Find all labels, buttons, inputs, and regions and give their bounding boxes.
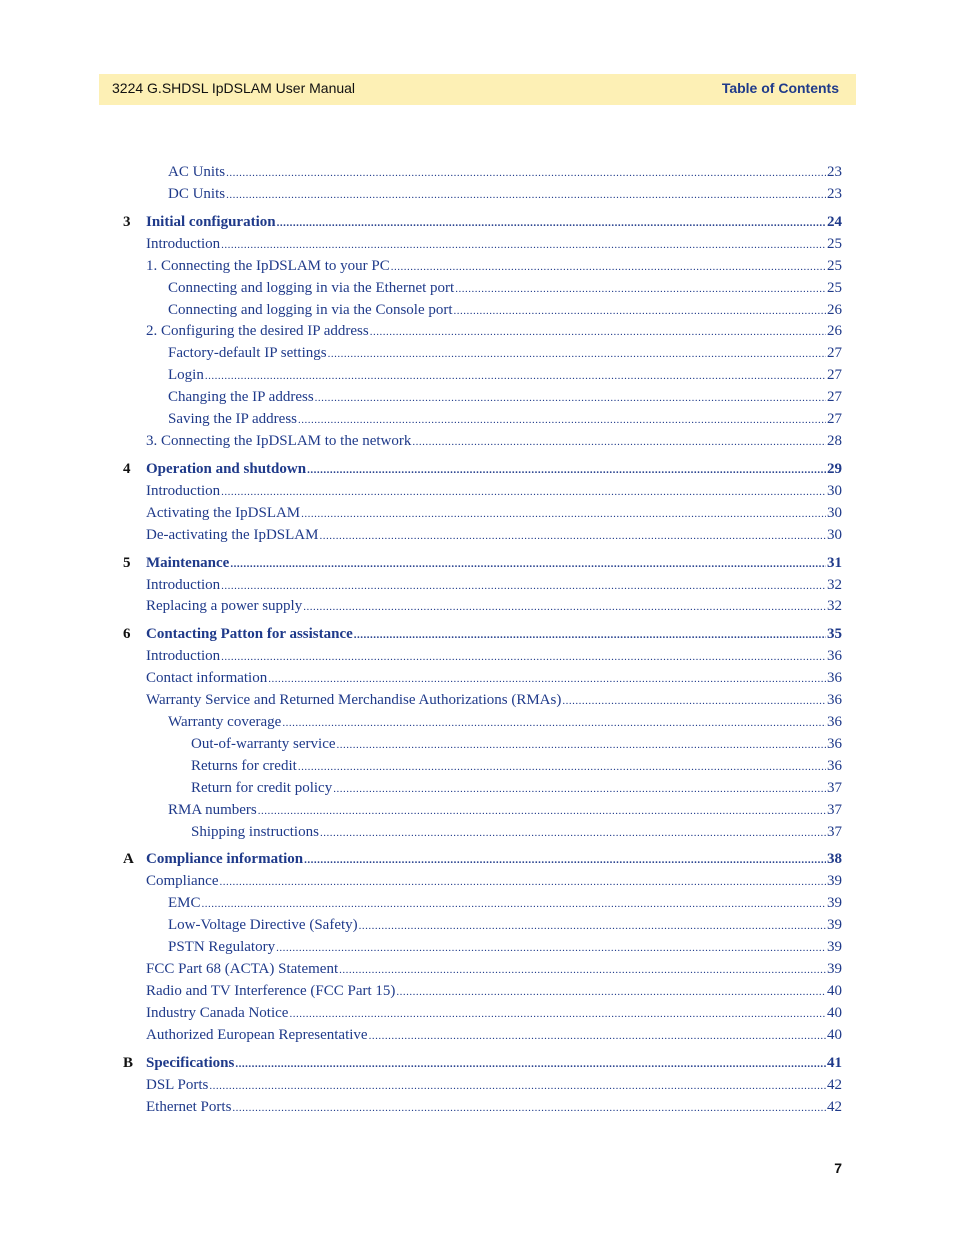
dot-leader — [333, 780, 826, 798]
toc-entry-title: Initial configuration — [146, 213, 276, 230]
toc-entry[interactable] — [0, 432, 842, 451]
toc-entry-page: 32 — [827, 576, 842, 593]
toc-entry[interactable] — [0, 257, 842, 276]
toc-entry[interactable] — [0, 482, 842, 501]
toc-entry[interactable] — [0, 597, 842, 616]
toc-entry-title: Contact information — [146, 670, 268, 687]
toc-entry[interactable] — [0, 823, 842, 842]
toc-entry[interactable] — [0, 982, 842, 1001]
dot-leader — [359, 917, 826, 935]
chapter-number: A — [123, 851, 134, 868]
toc-entry-title: Contacting Patton for assistance — [146, 626, 353, 643]
document-title: 3224 G.SHDSL IpDSLAM User Manual — [112, 80, 356, 96]
toc-entry-page: 39 — [827, 917, 842, 934]
dot-leader — [315, 389, 826, 407]
toc-entry[interactable] — [0, 691, 842, 710]
toc-entry-page: 40 — [827, 1004, 842, 1021]
toc-entry-page: 36 — [827, 670, 842, 687]
toc-entry-page: 23 — [827, 185, 842, 202]
dot-leader — [319, 527, 826, 545]
toc-entry[interactable] — [0, 1004, 842, 1023]
toc-entry-page: 27 — [827, 345, 842, 362]
toc-entry-title: Authorized European Representative — [146, 1026, 368, 1043]
dot-leader — [391, 258, 826, 276]
toc-entry-page: 25 — [827, 235, 842, 252]
toc-entry-page: 39 — [827, 961, 842, 977]
toc-entry-page: 28 — [827, 432, 842, 449]
dot-leader — [258, 802, 826, 820]
toc-entry-page: 36 — [827, 735, 842, 752]
toc-entry[interactable] — [0, 872, 842, 891]
toc-entry-title: Factory-default IP settings — [168, 345, 327, 362]
dot-leader — [276, 939, 826, 957]
toc-entry[interactable] — [0, 894, 842, 913]
toc-entry[interactable] — [0, 713, 842, 732]
toc-entry-title: FCC Part 68 (ACTA) Statement — [146, 961, 339, 977]
toc-entry-title: Warranty Service and Returned Merchandise Authorizations (RMAs) — [146, 692, 562, 709]
toc-entry-page: 26 — [827, 323, 842, 340]
toc-entry-page: 24 — [827, 213, 842, 230]
toc-entry-title: DC Units — [168, 185, 226, 202]
toc-entry[interactable] — [0, 938, 842, 957]
dot-leader — [221, 648, 826, 666]
dot-leader — [412, 433, 826, 451]
toc-entry[interactable] — [0, 1076, 842, 1095]
toc-chapter-entry[interactable] — [0, 850, 842, 869]
toc-entry-page: 42 — [827, 1076, 842, 1093]
toc-entry-title: Industry Canada Notice — [146, 1004, 289, 1021]
toc-entry[interactable] — [0, 779, 842, 798]
toc-entry-page: 25 — [827, 279, 842, 296]
toc-entry-page: 42 — [827, 1098, 842, 1115]
toc-entry-title: Saving the IP address — [168, 411, 298, 427]
toc-entry-page: 27 — [827, 367, 842, 384]
toc-entry[interactable] — [0, 322, 842, 341]
dot-leader — [205, 367, 826, 385]
toc-entry-title: Out-of-warranty service — [191, 735, 336, 752]
toc-entry-page: 40 — [827, 1026, 842, 1043]
toc-entry-title: Introduction — [146, 576, 221, 593]
toc-chapter-entry[interactable] — [0, 1054, 842, 1073]
toc-entry-title: Connecting and logging in via the Ethernet port — [168, 279, 455, 296]
toc-entry-page: 35 — [827, 626, 842, 643]
toc-entry-title: Maintenance — [146, 554, 230, 571]
dot-leader — [221, 483, 826, 501]
toc-entry-title: Low-Voltage Directive (Safety) — [168, 917, 358, 934]
toc-entry-title: Introduction — [146, 648, 221, 665]
toc-chapter-entry[interactable] — [0, 554, 842, 573]
dot-leader — [230, 555, 826, 573]
toc-entry[interactable] — [0, 504, 842, 523]
toc-entry[interactable] — [0, 366, 842, 385]
dot-leader — [396, 983, 826, 1001]
toc-entry[interactable] — [0, 526, 842, 545]
toc-entry-title: Connecting and logging in via the Console port — [168, 301, 453, 318]
toc-entry[interactable] — [0, 647, 842, 666]
page-number: 7 — [834, 1160, 842, 1176]
toc-entry-page: 37 — [827, 779, 842, 796]
toc-entry-title: Replacing a power supply — [146, 598, 303, 615]
dot-leader — [370, 323, 826, 341]
toc-entry[interactable] — [0, 757, 842, 776]
toc-entry[interactable] — [0, 576, 842, 595]
toc-entry-title: 2. Configuring the desired IP address — [146, 323, 369, 340]
dot-leader — [337, 736, 826, 754]
toc-entry-title: Introduction — [146, 482, 221, 499]
toc-entry[interactable] — [0, 344, 842, 363]
toc-chapter-entry[interactable] — [0, 625, 842, 644]
dot-leader — [235, 1055, 826, 1073]
toc-entry-title: Login — [168, 367, 204, 384]
dot-leader — [268, 670, 826, 688]
toc-entry[interactable] — [0, 801, 842, 820]
toc-chapter-entry[interactable] — [0, 213, 842, 232]
toc-entry-title: Compliance information — [146, 851, 304, 868]
dot-leader — [320, 824, 826, 842]
dot-leader — [202, 895, 826, 913]
toc-entry-title: DSL Ports — [146, 1076, 209, 1093]
dot-leader — [339, 961, 826, 979]
dot-leader — [354, 626, 826, 644]
toc-entry-page: 31 — [827, 554, 842, 571]
toc-entry-page: 36 — [827, 757, 842, 774]
dot-leader — [219, 873, 826, 891]
toc-entry-title: Return for credit policy — [191, 779, 333, 796]
toc-entry-title: 1. Connecting the IpDSLAM to your PC — [146, 257, 390, 274]
chapter-number: 6 — [123, 626, 131, 643]
toc-entry-page: 39 — [827, 895, 842, 912]
dot-leader — [289, 1005, 826, 1023]
dot-leader — [303, 598, 826, 616]
toc-entry-page: 36 — [827, 692, 842, 709]
toc-entry-page: 32 — [827, 598, 842, 615]
toc-entry-title: 3. Connecting the IpDSLAM to the network — [146, 432, 412, 449]
toc-entry-page: 30 — [827, 526, 842, 543]
dot-leader — [226, 186, 826, 204]
dot-leader — [277, 214, 826, 232]
toc-entry-title: Specifications — [146, 1054, 235, 1071]
toc-entry[interactable] — [0, 916, 842, 935]
dot-leader — [301, 505, 826, 523]
dot-leader — [221, 577, 826, 595]
toc-chapter-entry[interactable] — [0, 460, 842, 479]
toc-entry-title: Activating the IpDSLAM — [146, 504, 301, 521]
toc-entry-page: 27 — [827, 411, 842, 427]
toc-entry-page: 38 — [827, 851, 842, 868]
dot-leader — [562, 692, 826, 710]
toc-entry-title: Returns for credit — [191, 757, 297, 774]
toc-entry-title: Compliance — [146, 873, 219, 890]
toc-entry-page: 27 — [827, 389, 842, 406]
toc-entry-title: RMA numbers — [168, 801, 257, 818]
toc-entry-page: 37 — [827, 801, 842, 818]
toc-entry-title: Shipping instructions — [191, 823, 319, 840]
dot-leader — [369, 1027, 826, 1045]
dot-leader — [328, 345, 826, 363]
dot-leader — [221, 236, 826, 254]
toc-entry[interactable] — [0, 301, 842, 320]
toc-entry-page: 26 — [827, 301, 842, 318]
chapter-number: 4 — [123, 460, 131, 477]
toc-entry-title: Radio and TV Interference (FCC Part 15) — [146, 982, 396, 999]
toc-entry-title: Warranty coverage — [168, 714, 282, 730]
toc-entry[interactable] — [0, 735, 842, 754]
dot-leader — [209, 1077, 826, 1095]
dot-leader — [455, 280, 826, 298]
toc-entry-page: 30 — [827, 482, 842, 499]
toc-entry-page: 39 — [827, 873, 842, 890]
chapter-number: 3 — [123, 213, 131, 230]
toc-entry[interactable] — [0, 960, 842, 979]
toc-entry[interactable] — [0, 1098, 842, 1117]
dot-leader — [298, 758, 826, 776]
dot-leader — [282, 714, 826, 732]
toc-entry-title: AC Units — [168, 164, 226, 180]
toc-entry-page: 36 — [827, 648, 842, 665]
toc-entry-title: PSTN Regulatory — [168, 939, 276, 956]
chapter-number: 5 — [123, 554, 131, 571]
toc-entry-title: Changing the IP address — [168, 389, 314, 406]
toc-entry[interactable] — [0, 388, 842, 407]
section-title: Table of Contents — [721, 80, 839, 96]
toc-entry-title: Ethernet Ports — [146, 1098, 232, 1115]
toc-entry[interactable] — [0, 163, 842, 182]
toc-entry-title: Operation and shutdown — [146, 460, 307, 477]
toc-entry-page: 41 — [827, 1054, 842, 1071]
toc-entry[interactable] — [0, 410, 842, 429]
dot-leader — [304, 851, 826, 869]
dot-leader — [298, 411, 826, 429]
dot-leader — [307, 461, 826, 479]
toc-entry-page: 25 — [827, 257, 842, 274]
dot-leader — [454, 302, 826, 320]
toc-entry[interactable] — [0, 235, 842, 254]
dot-leader — [232, 1099, 826, 1117]
toc-entry-page: 37 — [827, 823, 842, 840]
chapter-number: B — [123, 1054, 134, 1071]
toc-entry[interactable] — [0, 185, 842, 204]
toc-entry[interactable] — [0, 1026, 842, 1045]
toc-entry-page: 23 — [827, 164, 842, 180]
dot-leader — [226, 164, 826, 182]
toc-entry-title: De-activating the IpDSLAM — [146, 526, 319, 543]
toc-entry[interactable] — [0, 279, 842, 298]
toc-entry-page: 40 — [827, 982, 842, 999]
toc-entry-title: EMC — [168, 895, 201, 912]
toc-entry-title: Introduction — [146, 235, 221, 252]
toc-entry-page: 30 — [827, 504, 842, 521]
toc-entry-page: 36 — [827, 714, 842, 730]
toc-entry-page: 29 — [827, 460, 842, 477]
toc-entry[interactable] — [0, 669, 842, 688]
toc-entry-page: 39 — [827, 939, 842, 956]
